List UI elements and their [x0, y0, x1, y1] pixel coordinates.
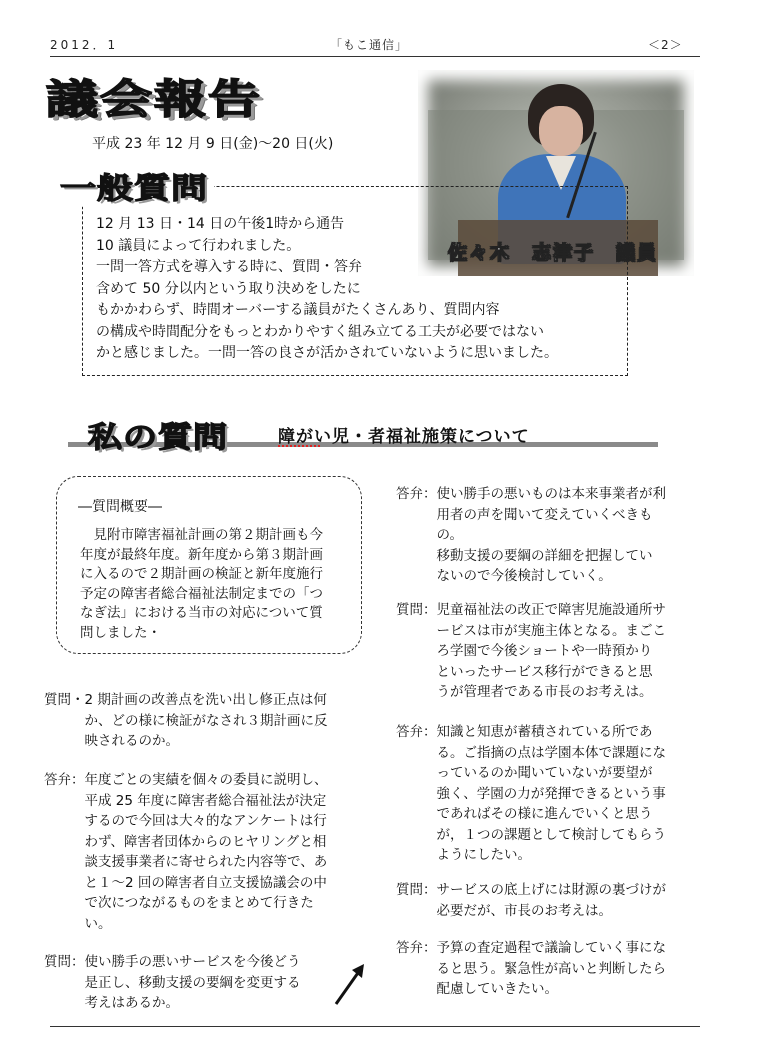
footer-rule — [50, 1026, 700, 1027]
qa-label: 答弁： — [44, 772, 85, 788]
qa-text: 予算の査定過程で議論していく事にな ると思う。緊急性が高いと判断したら 配慮していきたい。 — [436, 940, 666, 997]
page-title: 議会報告 — [46, 76, 263, 123]
qa-label: 質問： — [44, 954, 85, 970]
my-question-topic: 障がい児・者福祉施策について — [278, 427, 530, 447]
qa-text: 使い勝手の悪いサービスを今後どう 是正し、移動支援の要綱を変更する 考えはあるか。 — [84, 954, 301, 1011]
photo-figure-face-front — [539, 106, 583, 156]
qa-label: 質問： — [396, 602, 437, 618]
summary-title: ―質問概要― — [78, 496, 162, 516]
summary-text: 見附市障害福祉計画の第２期計画も今 年度が最終年度。新年度から第３期計画 に入るので２期計画の検証と新年度施行 予定の障害者総合福祉法制定までの「つ なぎ法」における当市の対応について質 問しました・ — [80, 527, 323, 641]
qa-text: 知識と知恵が蓄積されている所であ る。ご指摘の点は学園本体で課題にな っているのか聞いていないが要望が 強く、学園の力が発揮できるという事 であればその様に進んでいくと思う が，１つの課題として検討してもらう ようにしたい。 — [436, 724, 666, 863]
qa-label: 答弁： — [396, 486, 437, 502]
qa-label: 質問： — [396, 882, 437, 898]
qa-text: 使い勝手の悪いものは本来事業者が利 用者の声を聞いて変えていくべきも の。 移動支援の要綱の詳細を把握してい ないので今後検討していく。 — [436, 486, 666, 584]
page-number: ＜2＞ — [648, 38, 683, 52]
qa-left-item — [44, 952, 374, 1014]
photo-caption: 佐々木 志津子 議員 — [448, 242, 659, 264]
qa-right-item — [396, 880, 726, 921]
spellcheck-underline — [278, 441, 320, 447]
qa-label: 答弁： — [396, 940, 437, 956]
general-question-text: 12 月 13 日・14 日の午後1時から通告 10 議員によって行われました。 一問一答方式を導入する時に、質問・答弁 含めて 50 分以内という取り決めをしたに もかかわらず、時間オーバーする議員がたくさんあり、質問内容 の構成や時間配分をもっとわかりやすく組み立てる工夫が必要ではない かと感じました。一問一答の良さが活かされていないように思いました。 — [96, 216, 558, 361]
my-question-heading: 私の質問 — [88, 420, 228, 455]
qa-right-item — [396, 938, 726, 1000]
issue-date: 2012．1 — [50, 38, 119, 52]
qa-label: 答弁： — [396, 724, 437, 740]
session-dates: 平成 23 年 12 月 9 日(金)～20 日(火) — [92, 136, 334, 152]
qa-left-item — [44, 770, 374, 934]
qa-left-item — [44, 690, 374, 752]
arrow-up-right-icon — [330, 960, 370, 1010]
qa-label: 質問・ — [44, 692, 85, 708]
header-rule — [50, 56, 700, 57]
qa-text: 年度ごとの実績を個々の委員に説明し、 平成 25 年度に障害者総合福祉法が決定 するので今回は大々的なアンケートは行 わず、障害者団体からのヒヤリングと相 談支援事業者に寄せられた内容等で、あ と１～2 回の障害者自立支援協議会の中 で次につながるものをまとめて行きた い。 — [84, 772, 328, 932]
qa-right-item — [396, 484, 726, 587]
qa-right-item — [396, 600, 726, 703]
qa-right-item — [396, 722, 726, 866]
general-question-heading: 一般質問 — [58, 166, 214, 207]
qa-text: サービスの底上げには財源の裏づけが 必要だが、市長のお考えは。 — [436, 882, 666, 919]
qa-text: 2 期計画の改善点を洗い出し修正点は何 か、どの様に検証がなされ３期計画に反 映されるのか。 — [84, 692, 328, 749]
qa-text: 児童福祉法の改正で障害児施設通所サ ービスは市が実施主体となる。まごこ ろ学園で今後ショートや一時預かり といったサービス移行ができると思 うが管理者である市長のお考えは。 — [436, 602, 666, 700]
newsletter-name: 「もこ通信」 — [330, 38, 409, 52]
